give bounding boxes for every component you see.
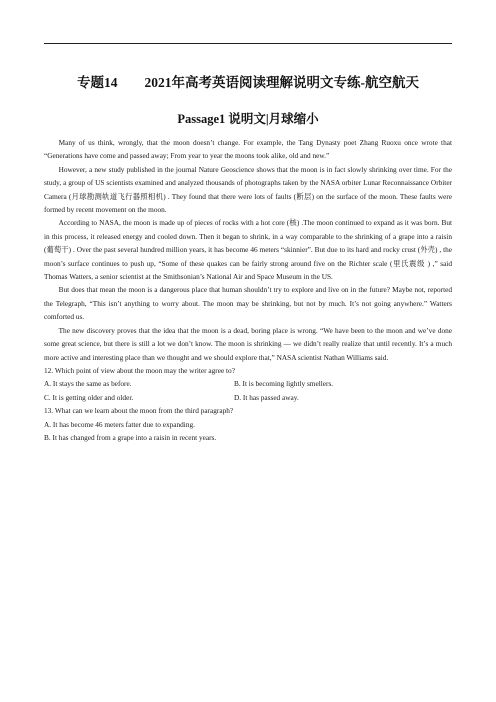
document-page [44,74,452,444]
passage-title: Passage1 说明文|月球缩小 [177,112,319,126]
question-13-option-b: B. It has changed from a grape into a raisin in recent years. [44,432,217,442]
question-12-option-a: A. It stays the same as before. [44,379,132,389]
question-12-options-row-2 [44,391,452,404]
question-13-option-a: A. It has become 46 meters fatter due to expanding. [44,419,195,429]
paragraph-5: The new discovery proves that the idea that the moon is a dead, boring place is wrong. “We have been to the moon and we’ve done some great science, but there is still a lot we don’t know. The moon is shrinking — we didn’t really realize that until recently. It’s a much more active and interesting place than we thought and we should explore that,” NASA scientist Nathan Williams said. [44,325,452,362]
question-13-stem: 13. What can we learn about the moon from the third paragraph? [44,406,234,416]
question-12-option-d: D. It has passed away. [234,392,299,402]
document-title: 专题14 2021年高考英语阅读理解说明文专练-航空航天 [77,75,419,90]
paragraph-1: Many of us think, wrongly, that the moon doesn’t change. For example, the Tang Dynasty poet Zhang Ruoxu once wrote that “Generations have come and passed away; From year to year the moons took alike, old and new.” [44,138,452,161]
question-12-option-b: B. It is becoming lightly smellers. [234,379,334,389]
paragraph-4: But does that mean the moon is a dangerous place that human shouldn’t try to explore and live on in the future? Maybe not, reported the Telegraph, “This isn’t anything to worry about. The moon may be shrinking, but not by much. It’s not going anywhere.” Watters comforted us. [44,285,452,322]
header-rule [44,43,452,44]
question-12-option-c: C. It is getting older and older. [44,392,134,402]
question-12-stem: 12. Which point of view about the moon may the writer agree to? [44,365,235,375]
paragraph-3: According to NASA, the moon is made up of pieces of rocks with a hot core (核) .The moon continued to expand as it was born. But in this process, it released energy and cooled down. Then it began to shrink, in a way comparable to the shrinking of a grape into a raisin (葡萄干) . Over the past several hundred million years, it has become 46 meters “skinnier”. But due to its hard and rocky crust (外壳) , the moon’s surface continues to push up, “Some of these quakes can be fairly strong around five on the Richter scale (里氏震级 ) ,” said Thomas Watters, a senior scientist at the Smithsonian’s National Air and Space Museum in the US. [44,218,452,282]
question-12-options-row-1 [44,377,452,390]
paragraph-2: However, a new study published in the journal Nature Geoscience shows that the moon is in fact slowly shrinking over time. For the study, a group of US scientists examined and analyzed thousands of photographs taken by the NASA orbiter Lunar Reconnaissance Orbiter Camera (月球勘测轨道飞行器照相机) . They found that there were lots of faults (断层) on the surface of the moon. These faults were formed by recent movement on the moon. [44,164,452,215]
